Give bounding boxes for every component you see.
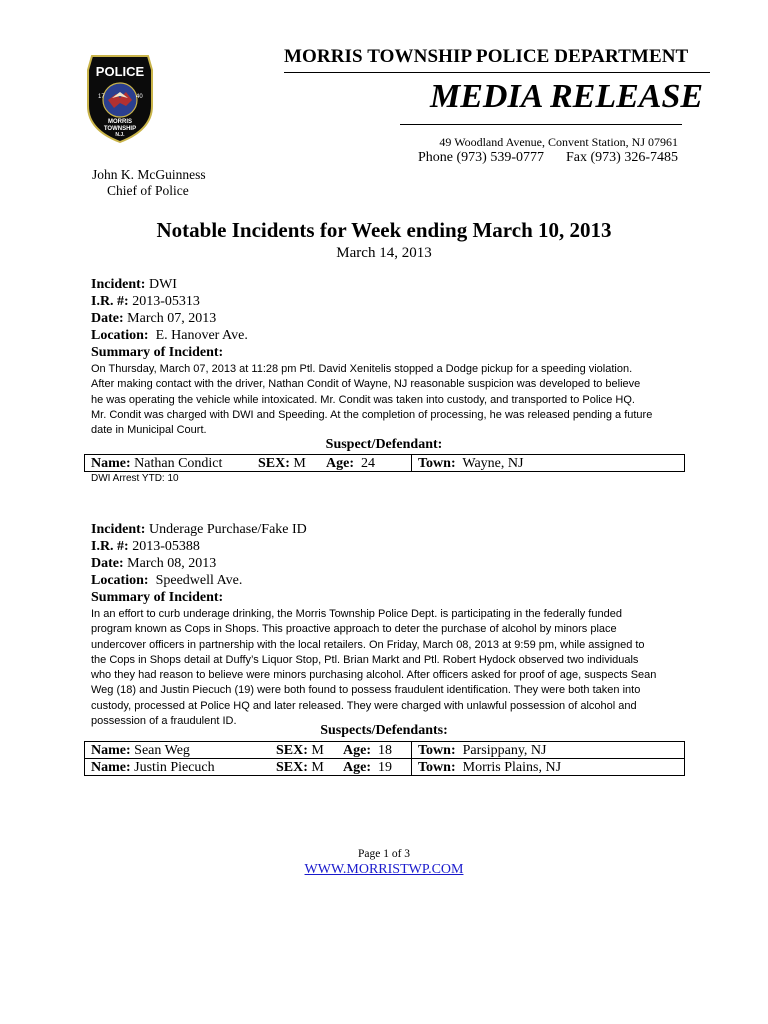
page-number: Page 1 of 3 (357, 848, 411, 860)
defendants-table (84, 454, 685, 472)
incident-ir-number: I.R. #: 2013-05313 (91, 294, 200, 309)
department-name: MORRIS TOWNSHIP POLICE DEPARTMENT (284, 46, 689, 67)
contact-numbers (418, 150, 678, 166)
incident-summary: In an effort to curb underage drinking, the Morris Township Police Dept. is participating in the federally funded program known as Cops in Shops. This proactive approach to deter the purchase of alcohol by minors place undercover officers in partnership with the local retailers. On Friday, March 08, 2013 at 9:59 pm, while assigned to the Cops in Shops detail at Duffy’s Liquor Stop, Ptl. Brian Markt and Ptl. Robert Hydock observed two individuals who they had reason to believe were minors purchasing alcohol. After officers asked for proof of age, suspects Sean Weg (18) and Justin Piecuch (19) were both found to possess fraudulent identification. They were both taken into custody, processed at Police HQ and later released. They were charged with unlawful possession of alcohol and possession of a fraudulent ID. (91, 608, 657, 728)
release-title: MEDIA RELEASE (430, 78, 704, 115)
incident-type: Incident: Underage Purchase/Fake ID (91, 522, 307, 537)
website-link[interactable]: WWW.MORRISTWP.COM (304, 862, 464, 877)
defendant-name-sex-age: Name: Sean Weg SEX: M Age: 18 (85, 742, 412, 759)
incident-date: Date: March 08, 2013 (91, 556, 217, 571)
incident-date: Date: March 07, 2013 (91, 311, 217, 326)
summary-heading: Summary of Incident: (91, 345, 224, 360)
defendants-heading: Suspects/Defendants: (320, 723, 448, 738)
defendant-town: Town: Wayne, NJ (412, 455, 685, 472)
table-row (85, 759, 685, 776)
fax-number: Fax (973) 326-7485 (566, 150, 678, 165)
summary-heading: Summary of Incident: (91, 590, 224, 605)
incident-location: Location: E. Hanover Ave. (91, 328, 248, 343)
svg-text:40: 40 (136, 94, 143, 100)
defendant-name-sex-age: Name: Justin Piecuch SEX: M Age: 19 (85, 759, 412, 776)
police-badge-logo (82, 48, 158, 144)
chief-title: Chief of Police (107, 183, 189, 198)
svg-text:N.J.: N.J. (115, 132, 125, 138)
defendant-town: Town: Morris Plains, NJ (412, 759, 685, 776)
defendant-name-sex-age: Name: Nathan Condict SEX: M Age: 24 (85, 455, 412, 472)
table-row (85, 742, 685, 759)
table-row (85, 455, 685, 472)
incident-ir-number: I.R. #: 2013-05388 (91, 539, 200, 554)
phone-number: Phone (973) 539-0777 (418, 150, 544, 165)
svg-text:MORRIS: MORRIS (108, 119, 132, 125)
svg-text:TOWNSHIP: TOWNSHIP (103, 126, 137, 132)
header-rule-2 (400, 124, 682, 125)
incident-location: Location: Speedwell Ave. (91, 573, 243, 588)
defendants-heading: Suspect/Defendant: (325, 437, 443, 452)
chief-name: John K. McGuinness (92, 167, 206, 182)
svg-text:17: 17 (98, 94, 105, 100)
department-address: 49 Woodland Avenue, Convent Station, NJ 07961 (439, 135, 678, 149)
incident-summary: On Thursday, March 07, 2013 at 11:28 pm Ptl. David Xenitelis stopped a Dodge pickup for a speeding violation. After making contact with the driver, Nathan Condit of Wayne, NJ reasonable suspicion was developed to believe he was operating the vehicle while intoxicated. Mr. Condit was taken into custody, and transported to Police HQ. Mr. Condit was charged with DWI and Speeding. At the completion of processing, he was released pending a future date in Municipal Court. (91, 363, 653, 437)
document-title: Notable Incidents for Week ending March 10, 2013 (156, 218, 612, 242)
document-date: March 14, 2013 (336, 245, 432, 261)
dwi-ytd-note: DWI Arrest YTD: 10 (91, 473, 179, 484)
header-rule (284, 72, 710, 73)
defendants-table (84, 741, 685, 776)
incident-type: Incident: DWI (91, 277, 177, 292)
svg-text:POLICE: POLICE (95, 64, 145, 79)
defendant-town: Town: Parsippany, NJ (412, 742, 685, 759)
